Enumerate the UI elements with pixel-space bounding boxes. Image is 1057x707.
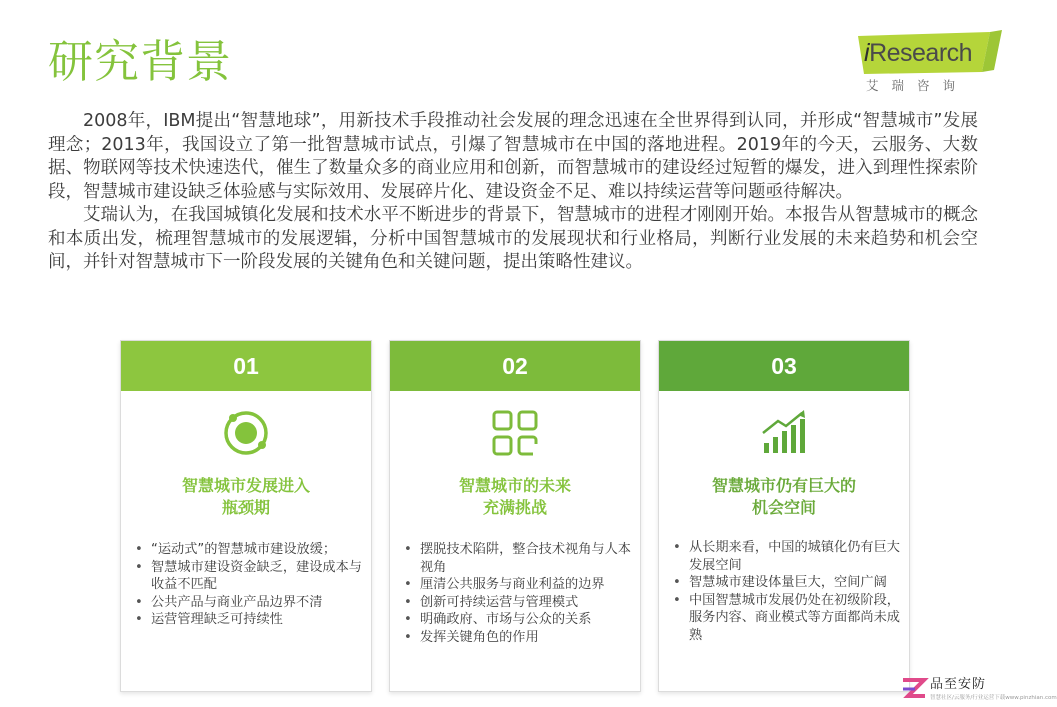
card-title: 智慧城市发展进入 瓶颈期 xyxy=(181,476,310,517)
list-item: • “运动式”的智慧城市建设放缓； xyxy=(131,541,363,559)
list-item: • 智慧城市建设体量巨大，空间广阔 xyxy=(669,574,901,592)
card-list xyxy=(400,541,632,646)
card-number: 02 xyxy=(390,341,640,391)
list-item: • 明确政府、市场与公众的关系 xyxy=(400,611,632,629)
card-list xyxy=(131,541,363,629)
list-item: • 摆脱技术陷阱，整合技术视角与人本视角 xyxy=(400,541,632,576)
intro-paragraph-2: 艾瑞认为，在我国城镇化发展和技术水平不断进步的背景下，智慧城市的进程才刚刚开始。本报告从智慧城市的概念和本质出发，梳理智慧城市的发展逻辑，分析中国智慧城市的发展现状和行业格局，判断行业发展的未来趋势和机会空间，并针对智慧城市下一阶段发展的关键角色和关键问题，提出策略性建议。 xyxy=(48,205,978,272)
card-number: 03 xyxy=(659,341,909,391)
card-title: 智慧城市的未来 充满挑战 xyxy=(458,476,571,517)
logo-subtitle: 艾瑞咨询 xyxy=(866,78,969,93)
list-item: • 创新可持续运营与管理模式 xyxy=(400,594,632,612)
list-item: • 发挥关键角色的作用 xyxy=(400,629,632,647)
card-title: 智慧城市仍有巨大的 机会空间 xyxy=(711,476,856,517)
growth-chart-icon xyxy=(659,407,909,459)
list-item: • 厘清公共服务与商业利益的边界 xyxy=(400,576,632,594)
footer-brand-name: 品至安防 xyxy=(930,677,987,692)
card-opportunity xyxy=(658,340,910,692)
card-challenges xyxy=(389,340,641,692)
intro-paragraph-1: 2008年，IBM提出“智慧地球”，用新技术手段推动社会发展的理念迅速在全世界得到认同，并形成“智慧城市”发展理念；2013年，我国设立了第一批智慧城市试点，引爆了智慧城市在中国的落地进程。2019年的今天，云服务、大数据、物联网等技术快速迭代，催生了数量众多的商业应用和创新，而智慧城市的建设经过短暂的爆发，进入到理性探索阶段，智慧城市建设缺乏体验感与实际效用、发展碎片化、建设资金不足、难以持续运营等问题亟待解决。 xyxy=(48,111,978,202)
page-title: 研究背景 xyxy=(48,35,233,88)
footer-brand xyxy=(900,676,1057,706)
card-bottleneck xyxy=(120,340,372,692)
z-logo-icon xyxy=(900,676,928,702)
card-list xyxy=(669,539,901,644)
card-number: 01 xyxy=(121,341,371,391)
list-item: • 从长期来看，中国的城镇化仍有巨大发展空间 xyxy=(669,539,901,574)
target-circle-icon xyxy=(121,407,371,459)
list-item: • 运营管理缺乏可持续性 xyxy=(131,611,363,629)
list-item: • 公共产品与商业产品边界不清 xyxy=(131,594,363,612)
list-item: • 智慧城市建设资金缺乏，建设成本与收益不匹配 xyxy=(131,559,363,594)
logo-wordmark: iResearch xyxy=(864,39,973,67)
iresearch-logo xyxy=(856,30,1006,100)
footer-url: 智慧社区/云服务/行业运营下载www.pinzhian.com xyxy=(930,695,1057,701)
intro-text xyxy=(48,110,978,275)
list-item: • 中国智慧城市发展仍处在初级阶段，服务内容、商业模式等方面都尚未成熟 xyxy=(669,592,901,645)
grid-squares-icon xyxy=(390,407,640,459)
